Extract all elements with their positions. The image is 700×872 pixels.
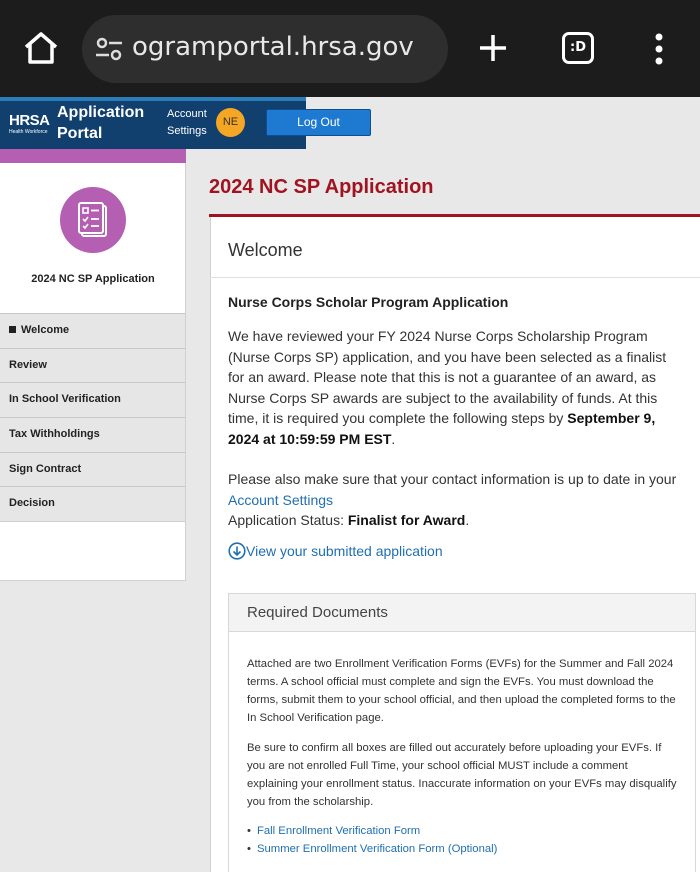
required-documents-heading: Required Documents	[229, 594, 695, 632]
account-settings-inline-link[interactable]: Account Settings	[228, 491, 334, 508]
form-links-list	[247, 822, 497, 858]
sidebar-card-title: 2024 NC SP Application	[31, 273, 155, 285]
finalist-text: We have reviewed your FY 2024 Nurse Corps Scholarship Program (Nurse Corps SP) application, and you have been selected as a finalist for an award. Please note that this is not a guarantee of an award, as Nurse Corps SP awards are subject to the availability of funds. At this time, it is required you complete the following steps by	[228, 328, 667, 426]
sidebar-item-sign-contract[interactable]	[0, 452, 186, 487]
welcome-heading: Welcome	[228, 240, 303, 260]
tab-switcher-button[interactable]: :D	[562, 32, 594, 64]
new-tab-icon[interactable]	[478, 33, 508, 63]
home-icon[interactable]	[22, 30, 60, 66]
account-settings-link[interactable]	[167, 106, 207, 140]
sidebar-item-label: Decision	[9, 497, 55, 510]
list-item	[247, 840, 497, 858]
avatar[interactable]: NE	[216, 108, 245, 137]
sidebar-item-decision[interactable]	[0, 486, 186, 521]
welcome-divider	[210, 277, 700, 278]
status-end: .	[465, 512, 470, 528]
hrsa-logo[interactable]	[9, 112, 50, 135]
app-title-line2: Portal	[57, 125, 103, 142]
browser-toolbar	[0, 0, 700, 97]
checklist-icon	[77, 201, 109, 239]
more-options-icon[interactable]	[650, 32, 668, 66]
status-value: Finalist for Award	[347, 512, 466, 528]
logo-text: HRSA	[9, 112, 50, 129]
header-accent-bar	[0, 97, 306, 101]
summer-evf-link[interactable]: Summer Enrollment Verification Form (Optional)	[256, 843, 498, 855]
sidebar-accent-band	[0, 149, 186, 163]
view-application-link[interactable]	[228, 543, 443, 561]
contact-text: Please also make sure that your contact information is up to date in your	[228, 471, 677, 487]
sidebar-item-review[interactable]	[0, 348, 186, 383]
download-circle-icon	[228, 542, 246, 560]
sidebar-application-card	[0, 163, 186, 313]
finalist-text-end: .	[391, 430, 396, 447]
sidebar-item-label: Tax Withholdings	[9, 428, 100, 441]
logout-button[interactable]: Log Out	[266, 109, 371, 136]
logo-subtext: Health Workforce	[9, 129, 48, 135]
address-bar[interactable]	[82, 15, 448, 83]
status-label: Application Status:	[228, 512, 348, 528]
sidebar-item-label: Review	[9, 358, 47, 371]
evf-instructions: Attached are two Enrollment Verification Forms (EVFs) for the Summer and Fall 2024 terms. A school official must complete and sign the EVFs. You must download the forms, submit them to your school official, and then upload the completed forms to the In School Verification page.	[247, 658, 676, 724]
page-title: 2024 NC SP Application	[209, 176, 434, 198]
list-item	[247, 822, 497, 840]
program-heading: Nurse Corps Scholar Program Application	[228, 294, 509, 310]
application-badge	[60, 187, 126, 253]
sidebar-item-in-school-verification[interactable]	[0, 382, 186, 417]
sidebar-item-label: Sign Contract	[9, 462, 82, 475]
sidebar-item-tax-withholdings[interactable]	[0, 417, 186, 452]
site-settings-icon[interactable]	[94, 35, 124, 63]
fall-evf-link[interactable]: Fall Enrollment Verification Form	[256, 825, 421, 837]
sidebar-item-label: Welcome	[21, 324, 70, 336]
deadline-text: September 9, 2024 at 10:59:59 PM EST	[228, 410, 656, 447]
finalist-paragraph	[228, 326, 683, 449]
sidebar-item-welcome[interactable]	[0, 313, 186, 348]
app-title	[57, 102, 144, 144]
app-title-line1: Application	[57, 104, 145, 121]
active-indicator-icon	[9, 326, 16, 333]
sidebar-nav	[0, 313, 186, 521]
url-text[interactable]: ogramportal.hrsa.gov	[132, 32, 414, 62]
sidebar-footer-panel	[0, 521, 186, 581]
evf-warning: Be sure to confirm all boxes are filled out accurately before uploading your EVFs. If you are not enrolled Full Time, your school official MUST include a comment explaining your enrollment status. Inaccurate information on your EVFs may disqualify you from the scholarship.	[247, 742, 677, 808]
sidebar-item-label: In School Verification	[9, 393, 121, 406]
account-settings-line1: Account	[167, 108, 207, 120]
required-documents-panel	[228, 593, 696, 872]
view-application-label: View your submitted application	[246, 543, 443, 559]
account-settings-line2: Settings	[167, 125, 207, 137]
contact-paragraph	[228, 469, 683, 531]
